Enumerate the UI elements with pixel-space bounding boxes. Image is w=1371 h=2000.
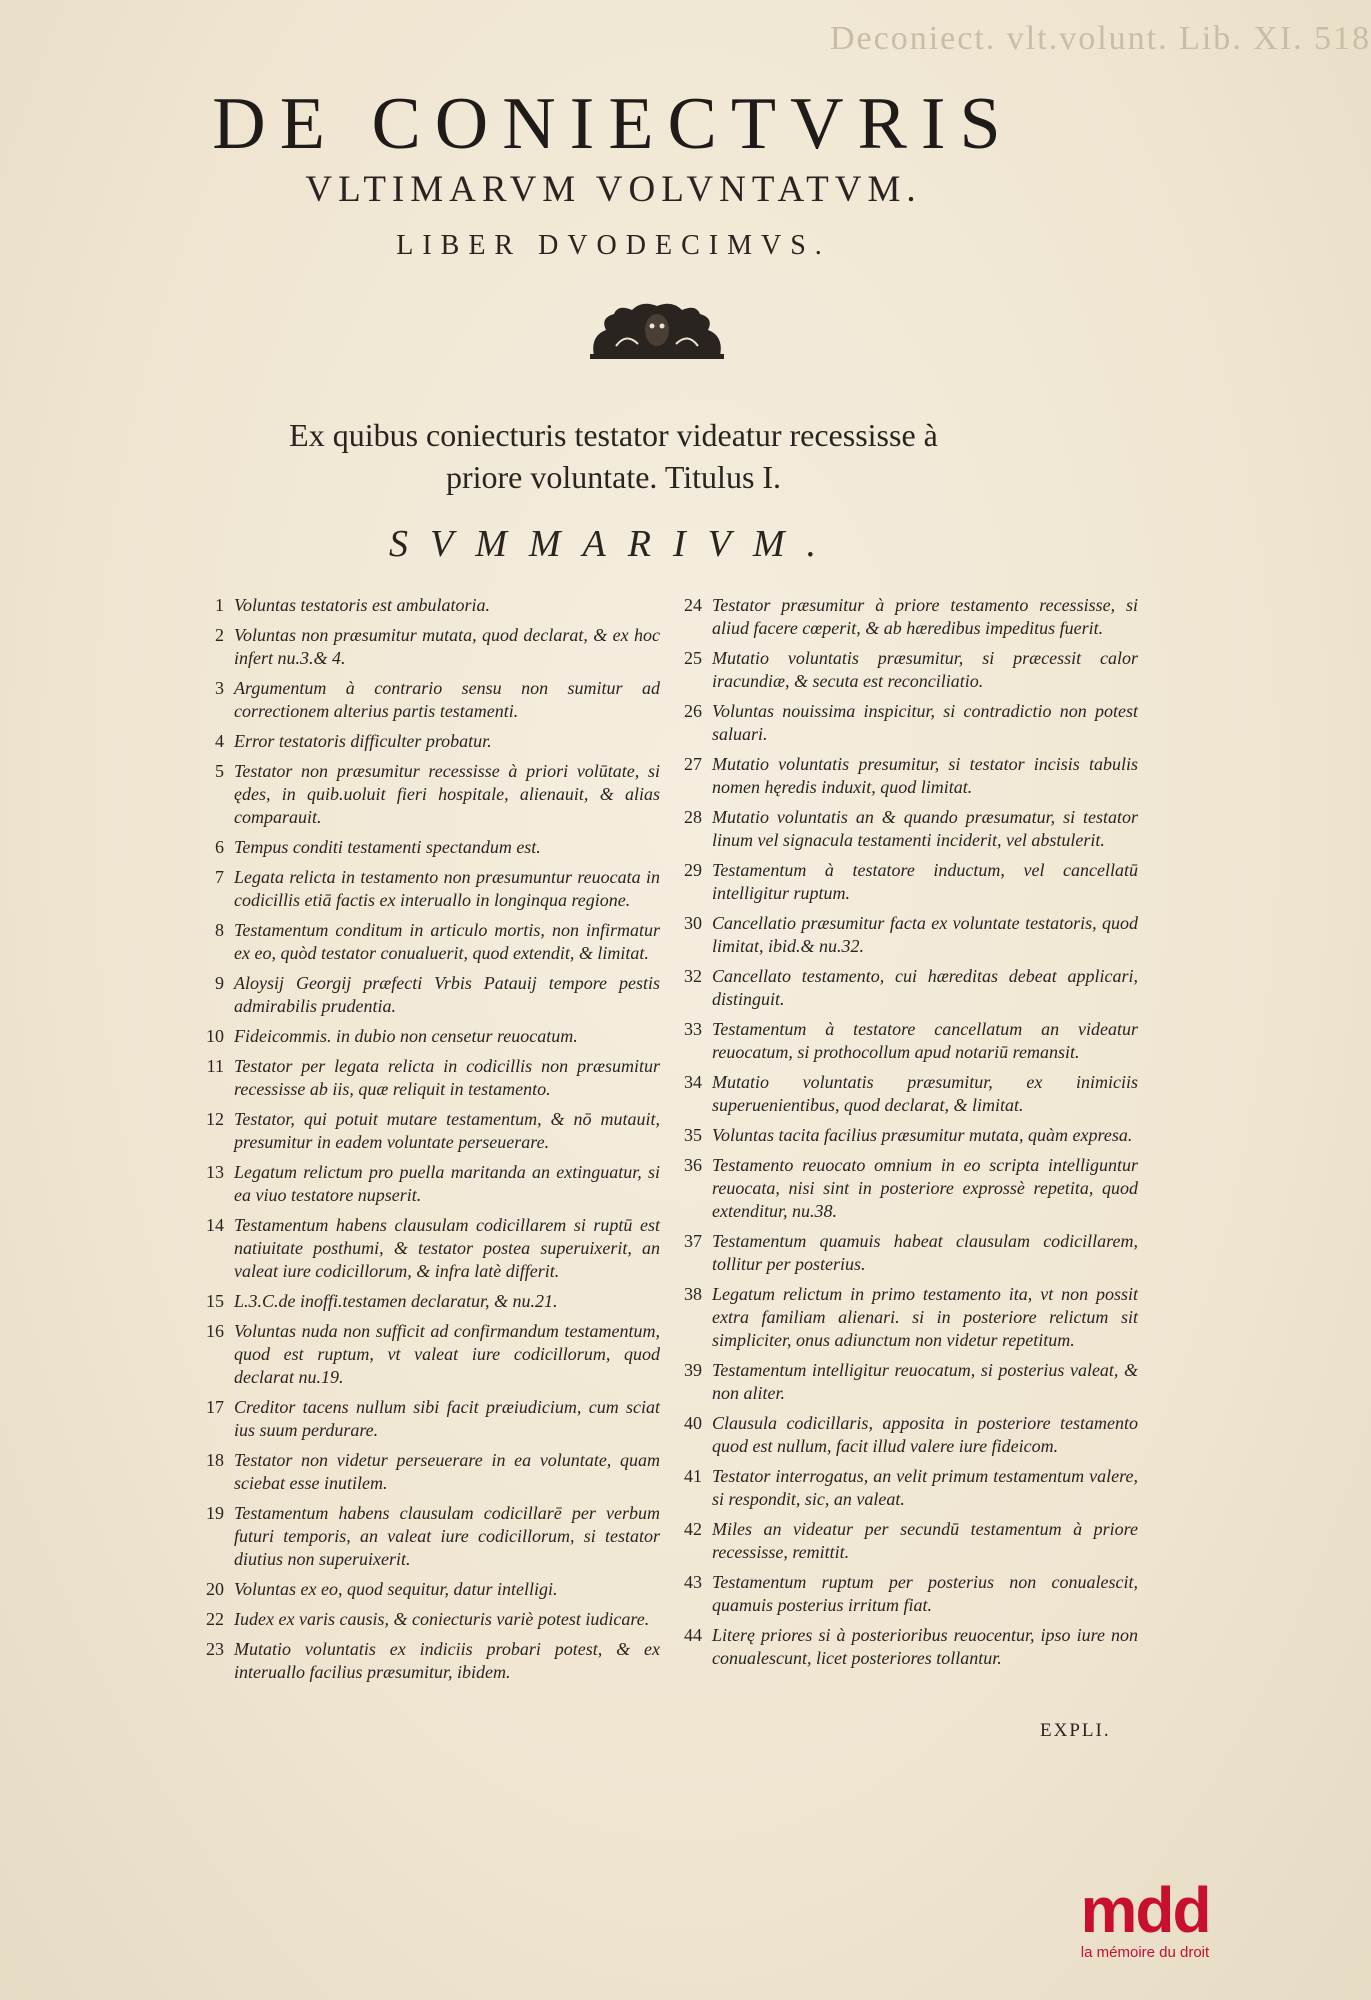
summary-entry <box>190 1290 660 1313</box>
entry-text: Voluntas ex eo, quod sequitur, datur intelligi. <box>234 1579 558 1599</box>
summary-entry <box>190 1025 660 1048</box>
entry-number: 28 <box>684 807 702 827</box>
summary-entry <box>668 806 1138 852</box>
entry-text: Argumentum à contrario sensu non sumitur ad correctionem alterius partis testamenti. <box>234 678 660 721</box>
summary-column-right <box>668 594 1138 1677</box>
summary-entry <box>190 1578 660 1601</box>
summary-entry <box>190 1608 660 1631</box>
entry-text: Testamentum quamuis habeat clausulam codicillarem, tollitur per posterius. <box>712 1231 1138 1274</box>
entry-text: Testamentum habens clausulam codicillarem si ruptū est natiuitate posthumi, & testator postea superuixerit, an valeat iure codicillorum, & infra latè differit. <box>234 1215 660 1281</box>
entry-number: 43 <box>684 1572 702 1592</box>
section-heading <box>0 414 1227 498</box>
summary-entry <box>668 594 1138 640</box>
summary-entry <box>190 1055 660 1101</box>
entry-number: 26 <box>684 701 702 721</box>
entry-text: Voluntas testatoris est ambulatoria. <box>234 595 491 615</box>
entry-text: Tempus conditi testamenti spectandum est. <box>234 837 541 857</box>
entry-number: 9 <box>215 973 224 993</box>
entry-text: Mutatio voluntatis ex indiciis probari potest, & ex interuallo facilius præsumitur, ibidem. <box>234 1639 660 1682</box>
entry-number: 34 <box>684 1072 702 1092</box>
summary-entry <box>668 965 1138 1011</box>
summary-entry <box>668 1518 1138 1564</box>
entry-number: 33 <box>684 1019 702 1039</box>
summary-entry <box>190 1449 660 1495</box>
entry-number: 25 <box>684 648 702 668</box>
entry-number: 8 <box>215 920 224 940</box>
entry-text: Voluntas tacita facilius præsumitur mutata, quàm expresa. <box>712 1125 1133 1145</box>
entry-number: 3 <box>215 678 224 698</box>
entry-text: Testamentum à testatore cancellatum an videatur reuocatum, si prothocollum apud notariū remansit. <box>712 1019 1138 1062</box>
entry-text: Testamentum ruptum per posterius non conualescit, quamuis posterius irritum fiat. <box>712 1572 1138 1615</box>
summary-entry <box>668 647 1138 693</box>
summary-entry <box>668 859 1138 905</box>
explicit-catchword: EXPLI. <box>1040 1720 1111 1741</box>
entry-text: Error testatoris difficulter probatur. <box>234 731 492 751</box>
page-title: DE CONIECTVRIS <box>212 83 1015 165</box>
entry-number: 7 <box>215 867 224 887</box>
entry-number: 19 <box>206 1503 224 1523</box>
summary-entry <box>190 624 660 670</box>
printers-ornament-icon <box>586 296 728 360</box>
summary-entry <box>190 730 660 753</box>
entry-text: Iudex ex varis causis, & coniecturis variè potest iudicare. <box>234 1609 650 1629</box>
summary-entry <box>190 1396 660 1442</box>
entry-text: Testator non videtur perseuerare in ea voluntate, quam sciebat esse inutilem. <box>234 1450 660 1493</box>
entry-text: Creditor tacens nullum sibi facit præiudicium, cum sciat ius suum perdurare. <box>234 1397 660 1440</box>
entry-number: 27 <box>684 754 702 774</box>
entry-number: 42 <box>684 1519 702 1539</box>
entry-text: Legatum relictum pro puella maritanda an extinguatur, si ea viuo testatore nupserit. <box>234 1162 660 1205</box>
summary-entry <box>668 1465 1138 1511</box>
summary-entry <box>668 700 1138 746</box>
entry-text: Mutatio voluntatis presumitur, si testator incisis tabulis nomen hęredis induxit, quod limitat. <box>712 754 1138 797</box>
entry-number: 37 <box>684 1231 702 1251</box>
summary-entry <box>190 1214 660 1283</box>
section-heading-line-2: priore voluntate. Titulus I. <box>445 459 782 495</box>
entry-number: 36 <box>684 1155 702 1175</box>
entry-text: Literę priores si à posterioribus reuocentur, ipso iure non conualescunt, licet posteriores tollantur. <box>712 1625 1138 1668</box>
summary-entry <box>668 1624 1138 1670</box>
entry-text: Testamentum intelligitur reuocatum, si posterius valeat, & non aliter. <box>712 1360 1138 1403</box>
entry-number: 23 <box>206 1639 224 1659</box>
entry-number: 5 <box>215 761 224 781</box>
entry-text: Mutatio voluntatis an & quando præsumatur, si testator linum vel signacula testamenti inciderit, vel abstulerit. <box>712 807 1138 850</box>
entry-text: Clausula codicillaris, apposita in posteriore testamento quod est nullum, facit illud valere iure fideicom. <box>712 1413 1138 1456</box>
summary-entry <box>668 1018 1138 1064</box>
subtitle-line-2: LIBER DVODECIMVS. <box>396 230 831 261</box>
entry-text: Legatum relictum in primo testamento ita, vt non possit extra familiam alienari. si in posteriore relictum sit simpliciter, onus adiunctum non videtur repetitum. <box>712 1284 1138 1350</box>
entry-number: 24 <box>684 595 702 615</box>
entry-number: 39 <box>684 1360 702 1380</box>
entry-number: 4 <box>215 731 224 751</box>
summary-column-left <box>190 594 660 1691</box>
summary-entry <box>190 972 660 1018</box>
entry-text: Voluntas nuda non sufficit ad confirmandum testamentum, quod est ruptum, vt valeat iure codicillorum, quod declarat nu.19. <box>234 1321 660 1387</box>
entry-text: Miles an videatur per secundū testamentum à priore recessisse, remittit. <box>712 1519 1138 1562</box>
entry-text: Voluntas nouissima inspicitur, si contradictio non potest saluari. <box>712 701 1138 744</box>
entry-number: 13 <box>206 1162 224 1182</box>
entry-text: Voluntas non præsumitur mutata, quod declarat, & ex hoc infert nu.3.& 4. <box>234 625 660 668</box>
summary-entry <box>668 1571 1138 1617</box>
entry-number: 18 <box>206 1450 224 1470</box>
summary-entry <box>190 919 660 965</box>
entry-text: Legata relicta in testamento non præsumuntur reuocata in codicillis etiā factis ex interuallo in longinqua regione. <box>234 867 660 910</box>
summary-entry <box>190 677 660 723</box>
entry-text: Aloysij Georgij præfecti Vrbis Patauij tempore pestis admirabilis prudentia. <box>234 973 660 1016</box>
entry-text: Testator per legata relicta in codicillis non præsumitur recessisse ab iis, quæ reliquit in testamento. <box>234 1056 660 1099</box>
summary-entry <box>668 753 1138 799</box>
section-heading-line-1: Ex quibus coniecturis testator videatur recessisse à <box>289 417 938 453</box>
entry-text: Mutatio voluntatis præsumitur, si præcessit calor iracundiæ, & secuta est reconciliatio. <box>712 648 1138 691</box>
summary-entry <box>190 866 660 912</box>
watermark-logo <box>1070 1874 1220 1990</box>
entry-number: 2 <box>215 625 224 645</box>
entry-number: 40 <box>684 1413 702 1433</box>
summary-entry <box>190 1108 660 1154</box>
summary-entry <box>190 1320 660 1389</box>
entry-number: 30 <box>684 913 702 933</box>
subtitle-line-1: VLTIMARVM VOLVNTATVM. <box>305 169 922 210</box>
entry-text: Testamentum conditum in articulo mortis, non infirmatur ex eo, quòd testator conualuerit, quod extendit, & limitat. <box>234 920 660 963</box>
summary-entry <box>190 594 660 617</box>
logo-mark: mdd <box>1080 1874 1210 1946</box>
entry-number: 6 <box>215 837 224 857</box>
entry-text: Fideicommis. in dubio non censetur reuocatum. <box>234 1026 578 1046</box>
entry-text: Testator præsumitur à priore testamento recessisse, si aliud facere cœperit, & ab hæredibus impeditus fuerit. <box>712 595 1138 638</box>
entry-number: 29 <box>684 860 702 880</box>
entry-number: 11 <box>206 1056 224 1076</box>
summary-entry <box>668 1359 1138 1405</box>
entry-number: 1 <box>215 595 224 615</box>
entry-text: Testator, qui potuit mutare testamentum, & nō mutauit, presumitur in eadem voluntate perseuerare. <box>234 1109 660 1152</box>
summary-entry <box>190 1161 660 1207</box>
summary-entry <box>668 1071 1138 1117</box>
entry-number: 41 <box>684 1466 702 1486</box>
entry-text: Cancellatio præsumitur facta ex voluntate testatoris, quod limitat, ibid.& nu.32. <box>712 913 1138 956</box>
entry-text: Testamentum à testatore inductum, vel cancellatū intelligitur ruptum. <box>712 860 1138 903</box>
summarium-heading: SVMMARIVM. <box>389 523 838 565</box>
entry-number: 20 <box>206 1579 224 1599</box>
entry-text: Testator interrogatus, an velit primum testamentum valere, si respondit, sic, an valeat. <box>712 1466 1138 1509</box>
entry-number: 12 <box>206 1109 224 1129</box>
entry-number: 35 <box>684 1125 702 1145</box>
entry-number: 17 <box>206 1397 224 1417</box>
entry-number: 15 <box>206 1291 224 1311</box>
entry-number: 38 <box>684 1284 702 1304</box>
summary-entry <box>190 1502 660 1571</box>
entry-text: Testamento reuocato omnium in eo scripta intelliguntur reuocata, nisi sint in posteriore exprossè repetita, quod extenditur, nu.38. <box>712 1155 1138 1221</box>
summary-entry <box>668 1283 1138 1352</box>
entry-text: Mutatio voluntatis præsumitur, ex inimiciis superuenientibus, quod declarat, & limitat. <box>712 1072 1138 1115</box>
entry-number: 44 <box>684 1625 702 1645</box>
summary-entry <box>668 1124 1138 1147</box>
entry-number: 22 <box>206 1609 224 1629</box>
entry-number: 14 <box>206 1215 224 1235</box>
summary-entry <box>668 912 1138 958</box>
entry-number: 32 <box>684 966 702 986</box>
logo-caption: la mémoire du droit <box>1080 1944 1210 1961</box>
entry-number: 16 <box>206 1321 224 1341</box>
summary-entry <box>668 1230 1138 1276</box>
summary-entry <box>190 760 660 829</box>
summary-entry <box>190 836 660 859</box>
summary-entry <box>668 1412 1138 1458</box>
entry-text: L.3.C.de inoffi.testamen declaratur, & nu.21. <box>234 1291 558 1311</box>
entry-text: Testamentum habens clausulam codicillarē per verbum futuri temporis, an valeat iure codicillorum, si testator diutius non superuixerit. <box>234 1503 660 1569</box>
entry-text: Cancellato testamento, cui hæreditas debeat applicari, distinguit. <box>712 966 1138 1009</box>
entry-text: Testator non præsumitur recessisse à priori volūtate, si ędes, in quib.uoluit fieri hospitale, alienauit, & alias comparauit. <box>234 761 660 827</box>
summary-entry <box>190 1638 660 1684</box>
summary-entry <box>668 1154 1138 1223</box>
bleed-through-header: Deconiect. vlt.volunt. Lib. XI. 518 <box>830 20 1371 57</box>
entry-number: 10 <box>206 1026 224 1046</box>
